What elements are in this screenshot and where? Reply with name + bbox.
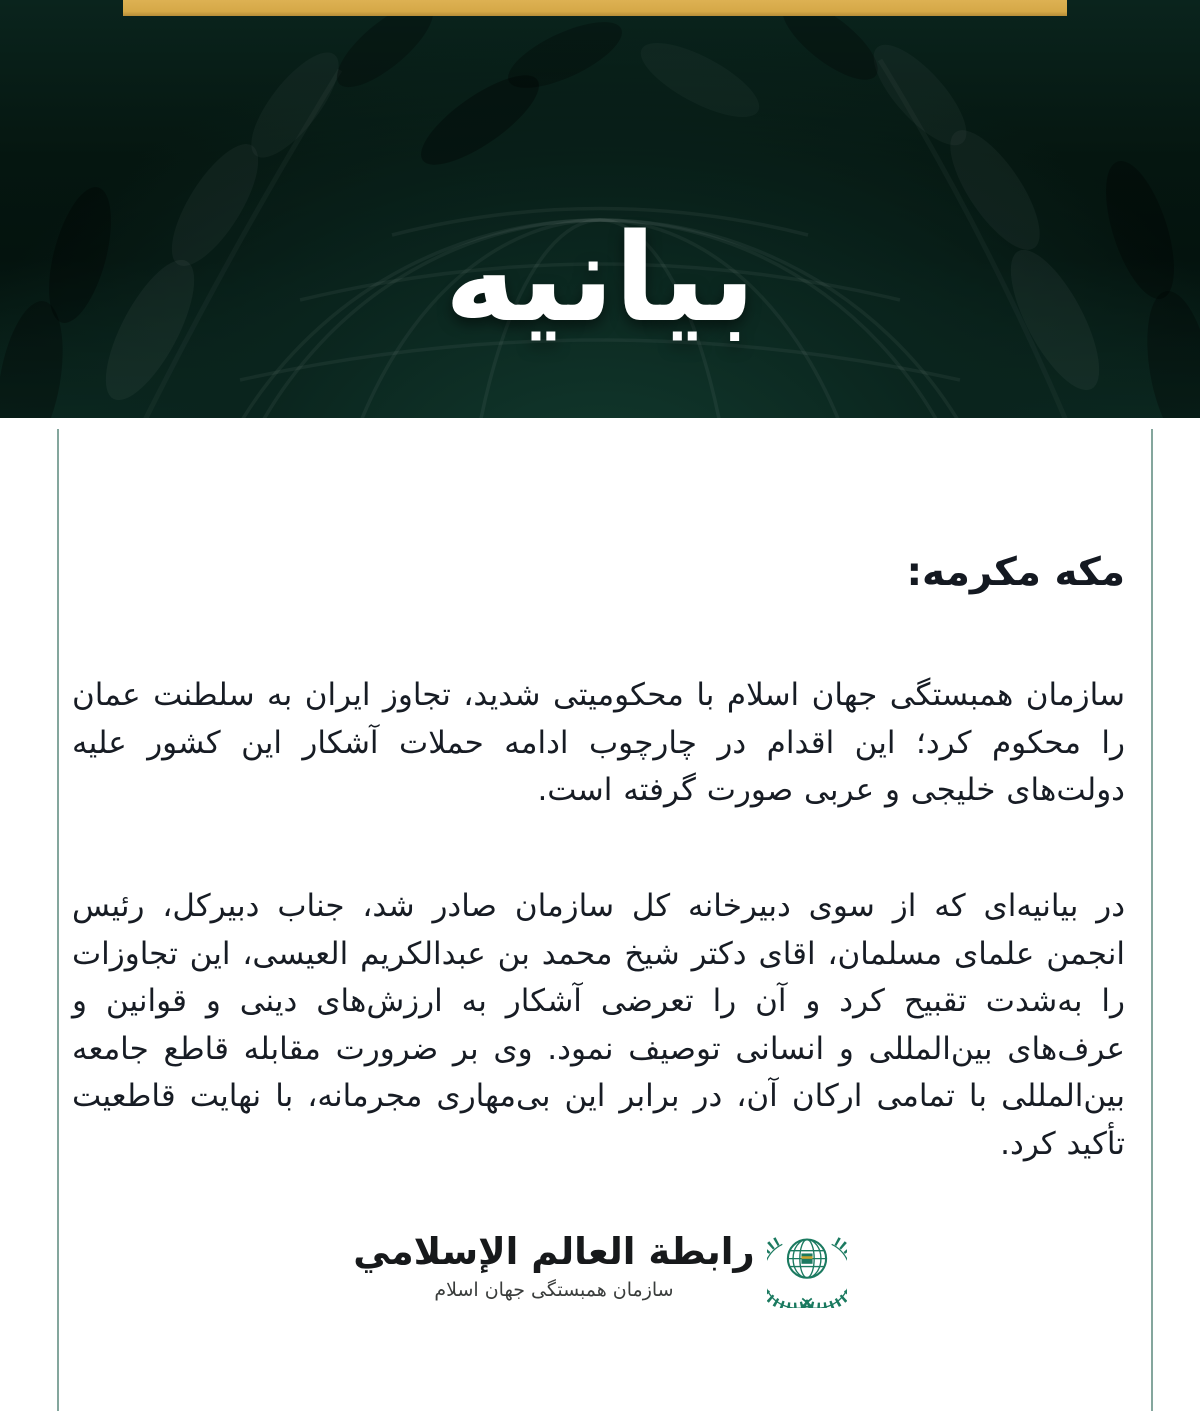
statement-paragraph-2: در بیانیه‌ای که از سوی دبیرخانه کل سازمان صادر شد، جناب دبیرکل، رئیس انجمن علمای مسلمان، اقای دکتر شیخ محمد بن عبدالکریم العیسی، این تجاوزات را به‌شدت تقبیح کرد و آن را تعرضی آشکار به ارزش‌های دینی و قوانین و عرف‌های بین‌المللی و انسانی توصیف نمود. وی بر ضرورت مقابله قاطع جامعه بین‌المللی با تمامی ارکان آن، در برابر این بی‌مهاری مجرمانه، با نهایت قاطعیت تأکید کرد. [72, 888, 1125, 1162]
kaaba-icon [801, 1253, 812, 1263]
top-laurel-branch [409, 9, 769, 180]
salutation-heading: مکه مکرمه: [906, 550, 1125, 595]
statement-title: بیانیه [444, 207, 756, 349]
globe-wreath-icon [767, 1222, 847, 1308]
statement-header [0, 0, 1200, 418]
statement-paragraph-1: سازمان همبستگی جهان اسلام با محکومیتی شدید، تجاوز ایران به سلطنت عمان را محکوم کرد؛ این اقدام در چارچوب ادامه حملات آشکار این کشور علیه دولت‌های خلیجی و عربی صورت گرفته است. [72, 677, 1125, 808]
organization-logo-text [353, 1229, 754, 1300]
organization-persian-name: سازمان همبستگی جهان اسلام [434, 1278, 674, 1301]
gold-accent-bar [123, 0, 1067, 16]
organization-arabic-name: رابطة العالم الإسلامي [353, 1230, 755, 1274]
organization-logo [0, 1222, 1200, 1308]
